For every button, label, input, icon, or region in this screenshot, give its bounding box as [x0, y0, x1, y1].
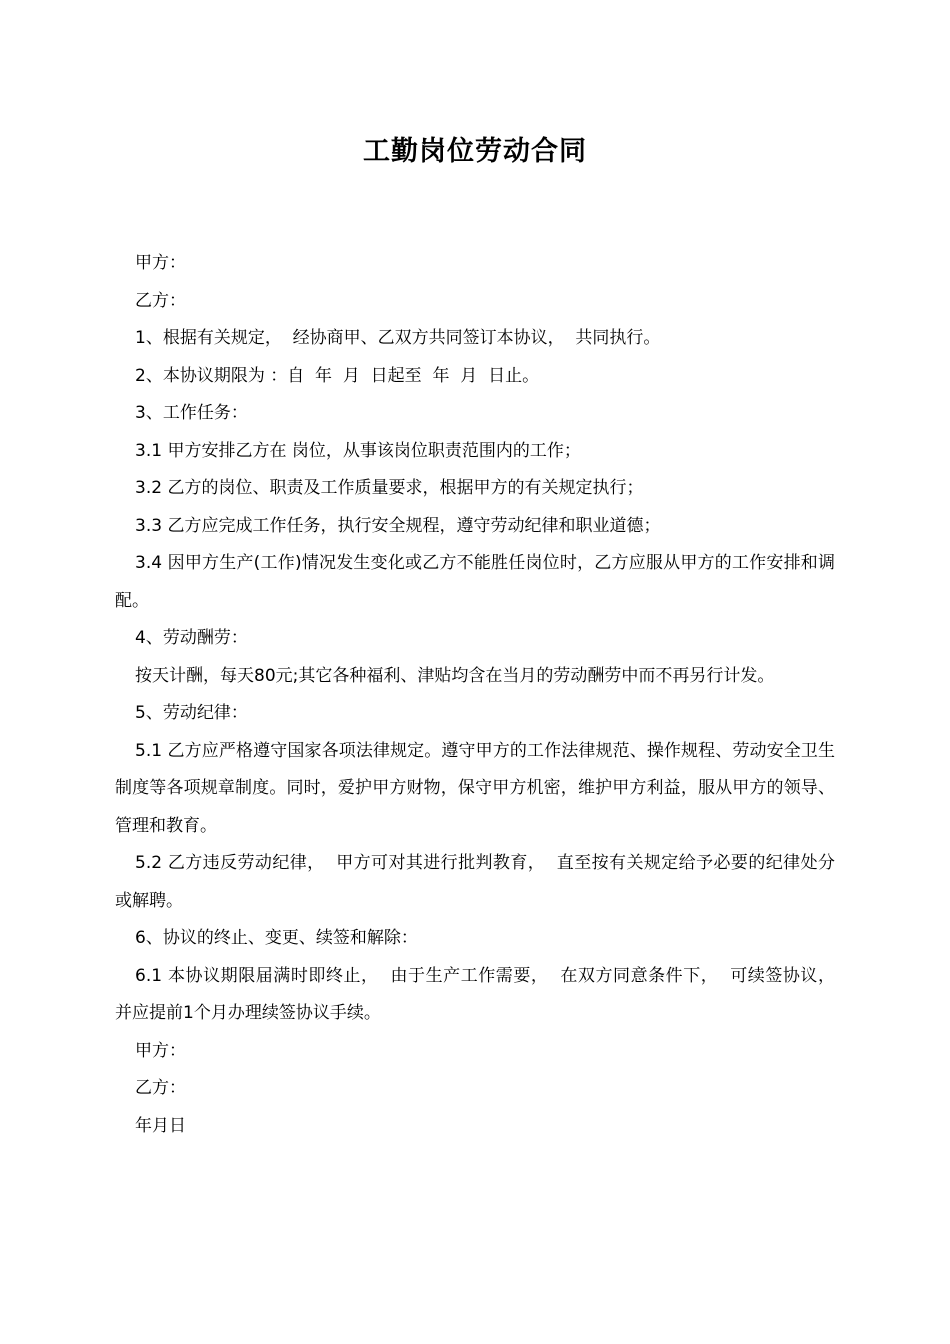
document-title: 工勤岗位劳动合同 — [363, 136, 587, 167]
clause-4-heading: 4、劳动酬劳： — [135, 628, 248, 648]
clause-5-1: 5.1 乙方应严格遵守国家各项法律规定。遵守甲方的工作法律规范、操作规程、劳动安全卫生制度等各项规章制度。同时，爱护甲方财物，保守甲方机密，维护甲方利益，服从甲方的领导、管理和教育。 — [115, 740, 835, 836]
party-a-label: 甲方： — [135, 253, 186, 273]
clause-3-2: 3.2 乙方的岗位、职责及工作质量要求，根据甲方的有关规定执行； — [135, 478, 644, 498]
clause-2-term: 2、本协议期限为 ：自 年 月 日起至 年 月 日止。 — [135, 365, 540, 386]
signature-party-b: 乙方： — [135, 1078, 186, 1098]
clause-6-heading: 6、协议的终止、变更、续签和解除： — [135, 928, 418, 948]
signature-party-a: 甲方： — [135, 1040, 186, 1061]
clause-4-pay: 按天计酬，每天80元;其它各种福利、津贴均含在当月的劳动酬劳中而不再另行计发。 — [135, 665, 775, 686]
clause-5-2: 5.2 乙方违反劳动纪律， 甲方可对其进行批判教育， 直至按有关规定给予必要的纪律处分或解聘。 — [115, 853, 835, 911]
clause-3-3: 3.3 乙方应完成工作任务，执行安全规程，遵守劳动纪律和职业道德； — [135, 515, 661, 536]
clause-1: 1、根据有关规定， 经协商甲、乙双方共同签订本协议， 共同执行。 — [135, 328, 661, 348]
clause-5-heading: 5、劳动纪律： — [135, 703, 248, 723]
document-body — [115, 245, 846, 1145]
clause-3-4: 3.4 因甲方生产(工作)情况发生变化或乙方不能胜任岗位时，乙方应服从甲方的工作安排和调配。 — [115, 553, 835, 611]
signature-date: 年月日 — [135, 1115, 186, 1136]
clause-3-1: 3.1 甲方安排乙方在 岗位，从事该岗位职责范围内的工作； — [135, 440, 581, 461]
clause-3-heading: 3、工作任务： — [135, 403, 248, 423]
party-b-label: 乙方： — [135, 290, 186, 311]
clause-6-1: 6.1 本协议期限届满时即终止， 由于生产工作需要， 在双方同意条件下， 可续签协议， 并应提前1个月办理续签协议手续。 — [115, 965, 846, 1023]
